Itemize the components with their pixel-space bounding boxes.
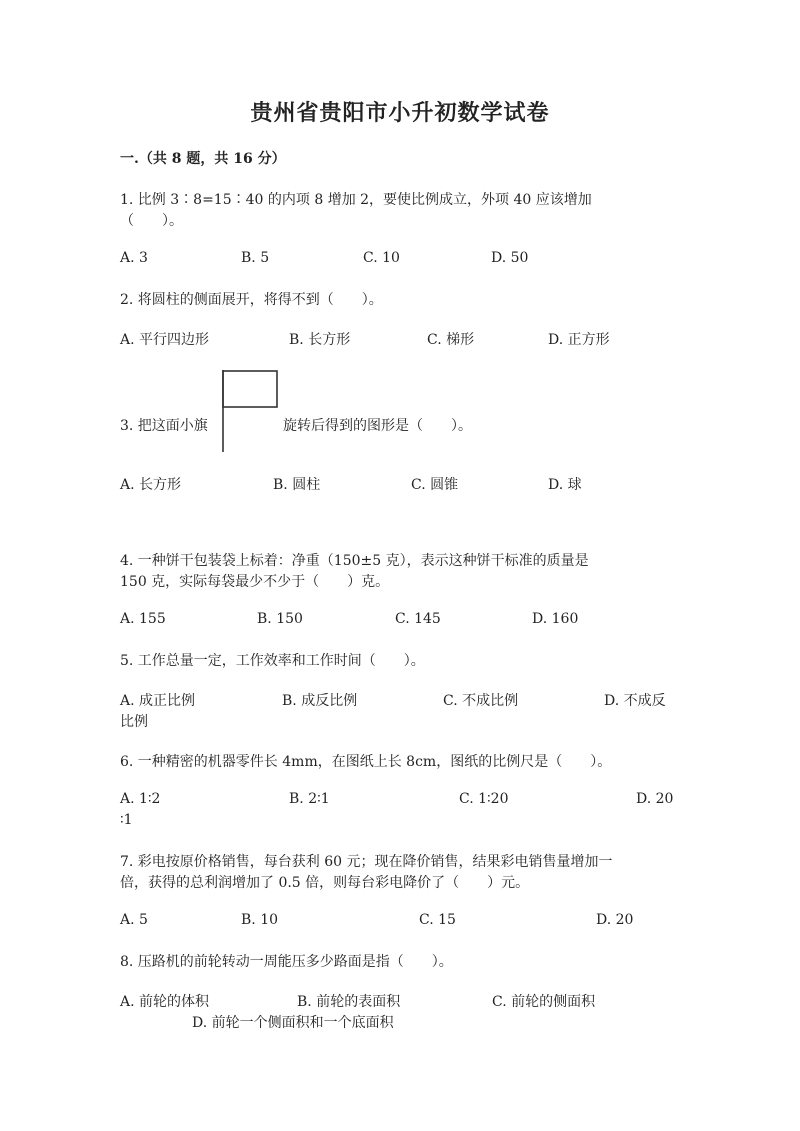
question-3-option-d: D. 球 — [548, 477, 582, 493]
question-2-option-b: B. 长方形 — [289, 332, 351, 348]
question-2-option-d: D. 正方形 — [548, 332, 610, 348]
question-6-option-d-cont: ∶1 — [120, 812, 133, 828]
question-4-text-cont: 150 克，实际每袋最少不少于（ ）克。 — [120, 574, 390, 590]
question-7-text: 7. 彩电按原价格销售，每台获利 60 元；现在降价销售，结果彩电销售量增加一 — [120, 854, 613, 870]
question-7-option-c: C. 15 — [419, 912, 456, 928]
question-1-text-cont: （ ）。 — [120, 213, 183, 229]
question-3-option-a: A. 长方形 — [120, 477, 182, 493]
question-4-option-c: C. 145 — [395, 611, 441, 627]
question-1-option-d: D. 50 — [491, 250, 529, 266]
question-5-option-d-cont: 比例 — [120, 714, 148, 730]
question-8-option-d: D. 前轮一个侧面积和一个底面积 — [192, 1015, 394, 1031]
question-3-option-b: B. 圆柱 — [273, 477, 321, 493]
question-5-option-a: A. 成正比例 — [120, 693, 196, 709]
question-4-text: 4. 一种饼干包装袋上标着：净重（150±5 克），表示这种饼干标准的质量是 — [120, 553, 589, 569]
question-1-option-b: B. 5 — [241, 250, 270, 266]
question-5-option-d: D. 不成反 — [604, 693, 666, 709]
question-6-option-c: C. 1∶20 — [459, 791, 509, 807]
question-6-option-b: B. 2∶1 — [289, 791, 330, 807]
question-4-option-b: B. 150 — [257, 611, 303, 627]
question-2-option-a: A. 平行四边形 — [120, 332, 210, 348]
question-7-option-a: A. 5 — [120, 912, 148, 928]
question-7-option-d: D. 20 — [596, 912, 634, 928]
question-8-option-b: B. 前轮的表面积 — [297, 994, 401, 1010]
question-5-text: 5. 工作总量一定，工作效率和工作时间（ ）。 — [120, 653, 425, 669]
question-1-option-a: A. 3 — [120, 250, 148, 266]
question-6-option-a: A. 1∶2 — [120, 791, 161, 807]
question-2-text: 2. 将圆柱的侧面展开，将得不到（ ）。 — [120, 292, 383, 308]
question-5-option-b: B. 成反比例 — [282, 693, 358, 709]
question-7-option-b: B. 10 — [241, 912, 279, 928]
question-8-option-a: A. 前轮的体积 — [120, 994, 210, 1010]
question-5-option-c: C. 不成比例 — [443, 693, 519, 709]
question-4-option-a: A. 155 — [120, 611, 166, 627]
question-3-option-c: C. 圆锥 — [411, 477, 459, 493]
section-heading: 一.（共 8 题，共 16 分） — [120, 151, 286, 167]
question-6-text: 6. 一种精密的机器零件长 4mm，在图纸上长 8cm，图纸的比例尺是（ ）。 — [120, 754, 612, 770]
question-7-text-cont: 倍，获得的总利润增加了 0.5 倍，则每台彩电降价了（ ）元。 — [120, 875, 530, 891]
question-8-option-c: C. 前轮的侧面积 — [492, 994, 596, 1010]
question-2-option-c: C. 梯形 — [427, 332, 475, 348]
flag-figure — [218, 368, 282, 454]
question-4-option-d: D. 160 — [532, 611, 579, 627]
question-6-option-d: D. 20 — [636, 791, 674, 807]
question-3-text-cont: 旋转后得到的图形是（ ）。 — [283, 418, 472, 434]
question-1-text: 1. 比例 3∶8=15∶40 的内项 8 增加 2，要使比例成立，外项 40 应该增加 — [120, 192, 592, 208]
question-8-text: 8. 压路机的前轮转动一周能压多少路面是指（ ）。 — [120, 954, 453, 970]
page-title: 贵州省贵阳市小升初数学试卷 — [250, 100, 550, 126]
question-1-option-c: C. 10 — [363, 250, 400, 266]
question-3-text: 3. 把这面小旗 — [120, 418, 208, 434]
